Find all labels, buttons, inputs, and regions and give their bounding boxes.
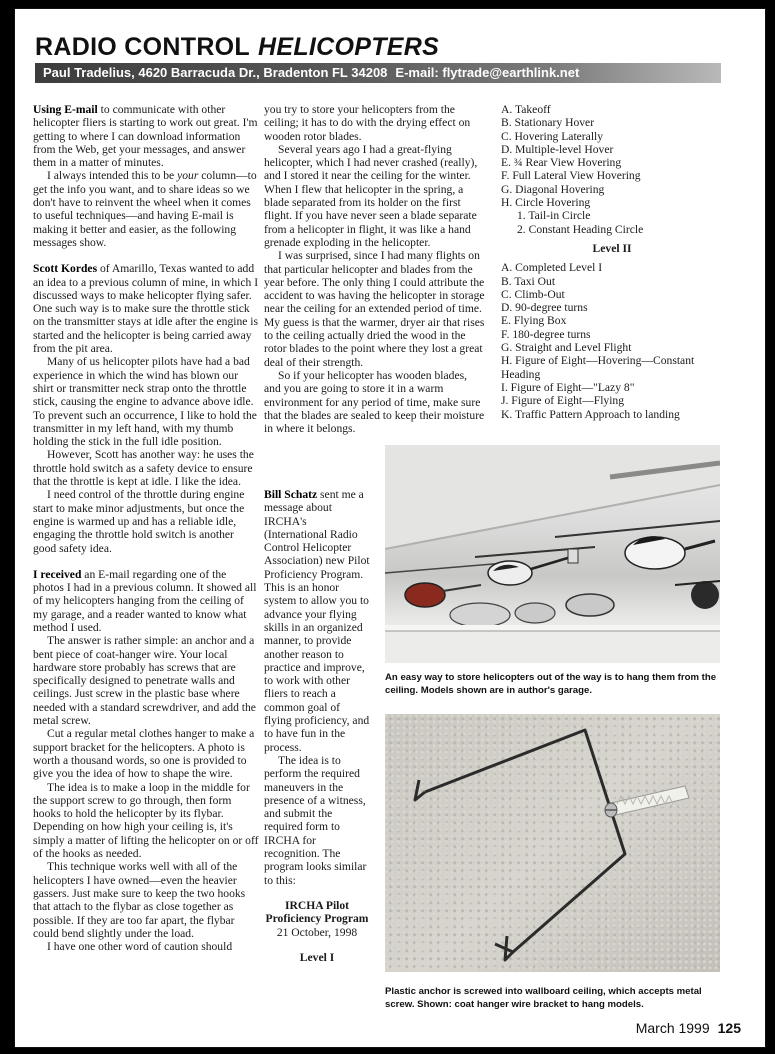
list-item: D. 90-degree turns xyxy=(501,301,588,315)
paragraph: However, Scott has another way: he uses the throttle hold switch as a safety device to ensure that the throttle is kept at idle. I like the idea. xyxy=(33,448,254,489)
list-item: A. Takeoff xyxy=(501,103,551,116)
list-subitem: 1. Tail-in Circle xyxy=(517,209,591,223)
anchor-bracket-photo xyxy=(385,714,720,972)
list-item: J. Figure of Eight—Flying xyxy=(501,394,625,408)
column-2-upper xyxy=(264,103,486,435)
paragraph: So if your helicopter has wooden blades, and you are going to store it in a warm environment for any period of time, make sure that the blades are sealed to keep their moisture in where it belongs. xyxy=(264,368,485,436)
paragraph: I always intended this to be your column—to get the info you want, and to share ideas so we don't have to reinvent the wheel when it comes to useful techniques—and having E-mail is making it better and easier, as the following messages show. xyxy=(33,169,257,249)
paragraph: Cut a regular metal clothes hanger to make a support bracket for the helicopters. A photo is worth a thousand words, so one is provided to give you the idea of how to shape the wire. xyxy=(33,727,255,781)
paragraph: I need control of the throttle during engine start to make minor adjustments, but once the engine is warmed up and has a reliable idle, engaging the throttle hold switch is another good safety idea. xyxy=(33,488,245,555)
paragraph: Several years ago I had a great-flying helicopter, which I had never crashed (really), and I stored it near the ceiling for the winter. When I flew that helicopter in the spring, a blade separated from its holder on the first flight. If you have never seen a blade separate from a helicopter in flight, it was like a hand grenade exploding in the helicopter. xyxy=(264,142,478,249)
paragraph: The idea is to perform the required maneuvers in the presence of a witness, and submit the required form to IRCHA for recognition. The program looks similar to this: xyxy=(264,753,367,887)
list-item: I. Figure of Eight—"Lazy 8" xyxy=(501,380,635,394)
paragraph: I was surprised, since I had many flights on that particular helicopter and blades from the year before. The only thing I could attribute the accident to was having the helicopter in storage near the ceiling for an extended period of time. My guess is that the warmer, dryer air that rises to the ceiling actually dried the wood in the rotor blades to the point where they lost a great deal of their strength. xyxy=(264,249,485,369)
list-item: A. Completed Level I xyxy=(501,261,603,275)
paragraph: you try to store your helicopters from the ceiling; it has to do with the drying effect on wooden rotor blades. xyxy=(264,103,471,143)
list-item: F. 180-degree turns xyxy=(501,327,591,341)
paragraph: The answer is rather simple: an anchor and a bent piece of coat-hanger wire. Your local hardware store probably has screws that are specifically designed to penetrate walls and ceilings. Just screw in the plastic base where needed with a standard screwdriver, and add the metal screw. xyxy=(33,634,256,728)
list-item: B. Stationary Hover xyxy=(501,116,595,130)
paragraph: I received an E-mail regarding one of the photos I had in a previous column. It showed all of my helicopters hanging from the ceiling of my garage, and a reader wanted to know what method I used. xyxy=(33,567,257,634)
paragraph: Bill Schatz sent me a message about IRCHA's (International Radio Control Helicopter Association) new Pilot Proficiency Program. This is an honor system to allow you to advance your flying skills in an organized manner, to provide another reason to practice and improve, to work with other fliers to reach a common goal of flying proficiency, and to have fun in the process. xyxy=(264,488,370,754)
list-item: E. Flying Box xyxy=(501,314,567,328)
paragraph: This technique works well with all of the helicopters I have owned—even the heavier gassers. Just make sure to keep the two hooks that attach to the flybar as close together as possible. If they are too far apart, the flybar could bend slightly under the load. xyxy=(33,860,246,940)
lead-in: Bill Schatz xyxy=(264,488,318,501)
title-main: RADIO CONTROL xyxy=(35,33,250,61)
column-title xyxy=(35,33,439,62)
title-italic: HELICOPTERS xyxy=(258,33,440,61)
author-address: Paul Tradelius, 4620 Barracuda Dr., Bradenton FL 34208 xyxy=(43,65,388,80)
magazine-page xyxy=(14,8,766,1048)
photo1-caption: An easy way to store helicopters out of the way is to hang them from the ceiling. Models shown are in author's garage. xyxy=(385,672,717,696)
column-3 xyxy=(501,103,723,421)
program-date: 21 October, 1998 xyxy=(276,925,358,939)
page-folio xyxy=(636,1020,741,1036)
list-item: B. Taxi Out xyxy=(501,274,556,288)
garage-helicopters-photo xyxy=(385,445,720,663)
list-item: F. Full Lateral View Hovering xyxy=(501,169,641,183)
program-title: IRCHA Pilot Proficiency Program xyxy=(265,898,369,926)
coat-hanger-bracket-illustration xyxy=(385,714,720,972)
paragraph: Scott Kordes of Amarillo, Texas wanted to add an idea to a previous column of mine, in which I discussed ways to make helicopter flying safer. One such way is to make sure the throttle stick on the transmitter stays at idle after the engine is started and the helicopter is being carried away from the pit area. xyxy=(33,262,259,356)
paragraph: Using E-mail to communicate with other helicopter fliers is starting to work out great. I'm getting to where I can download information from the Web, get your messages, and answer them in a matter of minutes. xyxy=(33,103,258,170)
lead-in: Scott Kordes xyxy=(33,262,98,276)
level-heading: Level I xyxy=(299,950,335,964)
list-item: H. Circle Hovering xyxy=(501,196,591,210)
list-item: H. Figure of Eight—Hovering—Constant Heading xyxy=(501,354,695,381)
paragraph: Many of us helicopter pilots have had a bad experience in which the wind has blown our shirt or transmitter neck strap onto the throttle stick, causing the engine to advance above idle. To prevent such an occurrence, I like to hold the transmitter in my left hand, with my thumb holding the stick in the full idle position. xyxy=(33,355,257,449)
list-item: D. Multiple-level Hover xyxy=(501,142,614,156)
garage-helicopters-illustration xyxy=(385,445,720,663)
paragraph: The idea is to make a loop in the middle for the support screw to go through, then form hooks to hold the helicopter by its flybar. Depending on how high your ceiling is, it's simply a matter of lifting the helicopter on or off of the hooks as needed. xyxy=(33,780,259,861)
level-heading: Level II xyxy=(592,241,632,255)
paragraph: I have one other word of caution should xyxy=(47,940,233,954)
column-1 xyxy=(33,103,259,953)
lead-in: I received xyxy=(33,567,82,581)
list-item: G. Diagonal Hovering xyxy=(501,182,605,196)
lead-in: Using E-mail xyxy=(33,103,98,116)
list-item: C. Climb-Out xyxy=(501,287,565,301)
list-subitem: 2. Constant Heading Circle xyxy=(517,222,644,236)
list-item: K. Traffic Pattern Approach to landing xyxy=(501,407,680,421)
photo2-caption: Plastic anchor is screwed into wallboard ceiling, which accepts metal screw. Shown: coat hanger wire bracket to hang models. xyxy=(385,986,702,1010)
issue-date: March 1999 xyxy=(635,1020,710,1036)
page-number: 125 xyxy=(717,1020,741,1036)
column-2-lower xyxy=(264,488,370,964)
author-email: E-mail: flytrade@earthlink.net xyxy=(395,65,580,80)
list-item: G. Straight and Level Flight xyxy=(501,341,632,355)
author-bar xyxy=(35,63,721,83)
list-item: E. ¾ Rear View Hovering xyxy=(501,156,622,170)
list-item: C. Hovering Laterally xyxy=(501,129,604,143)
